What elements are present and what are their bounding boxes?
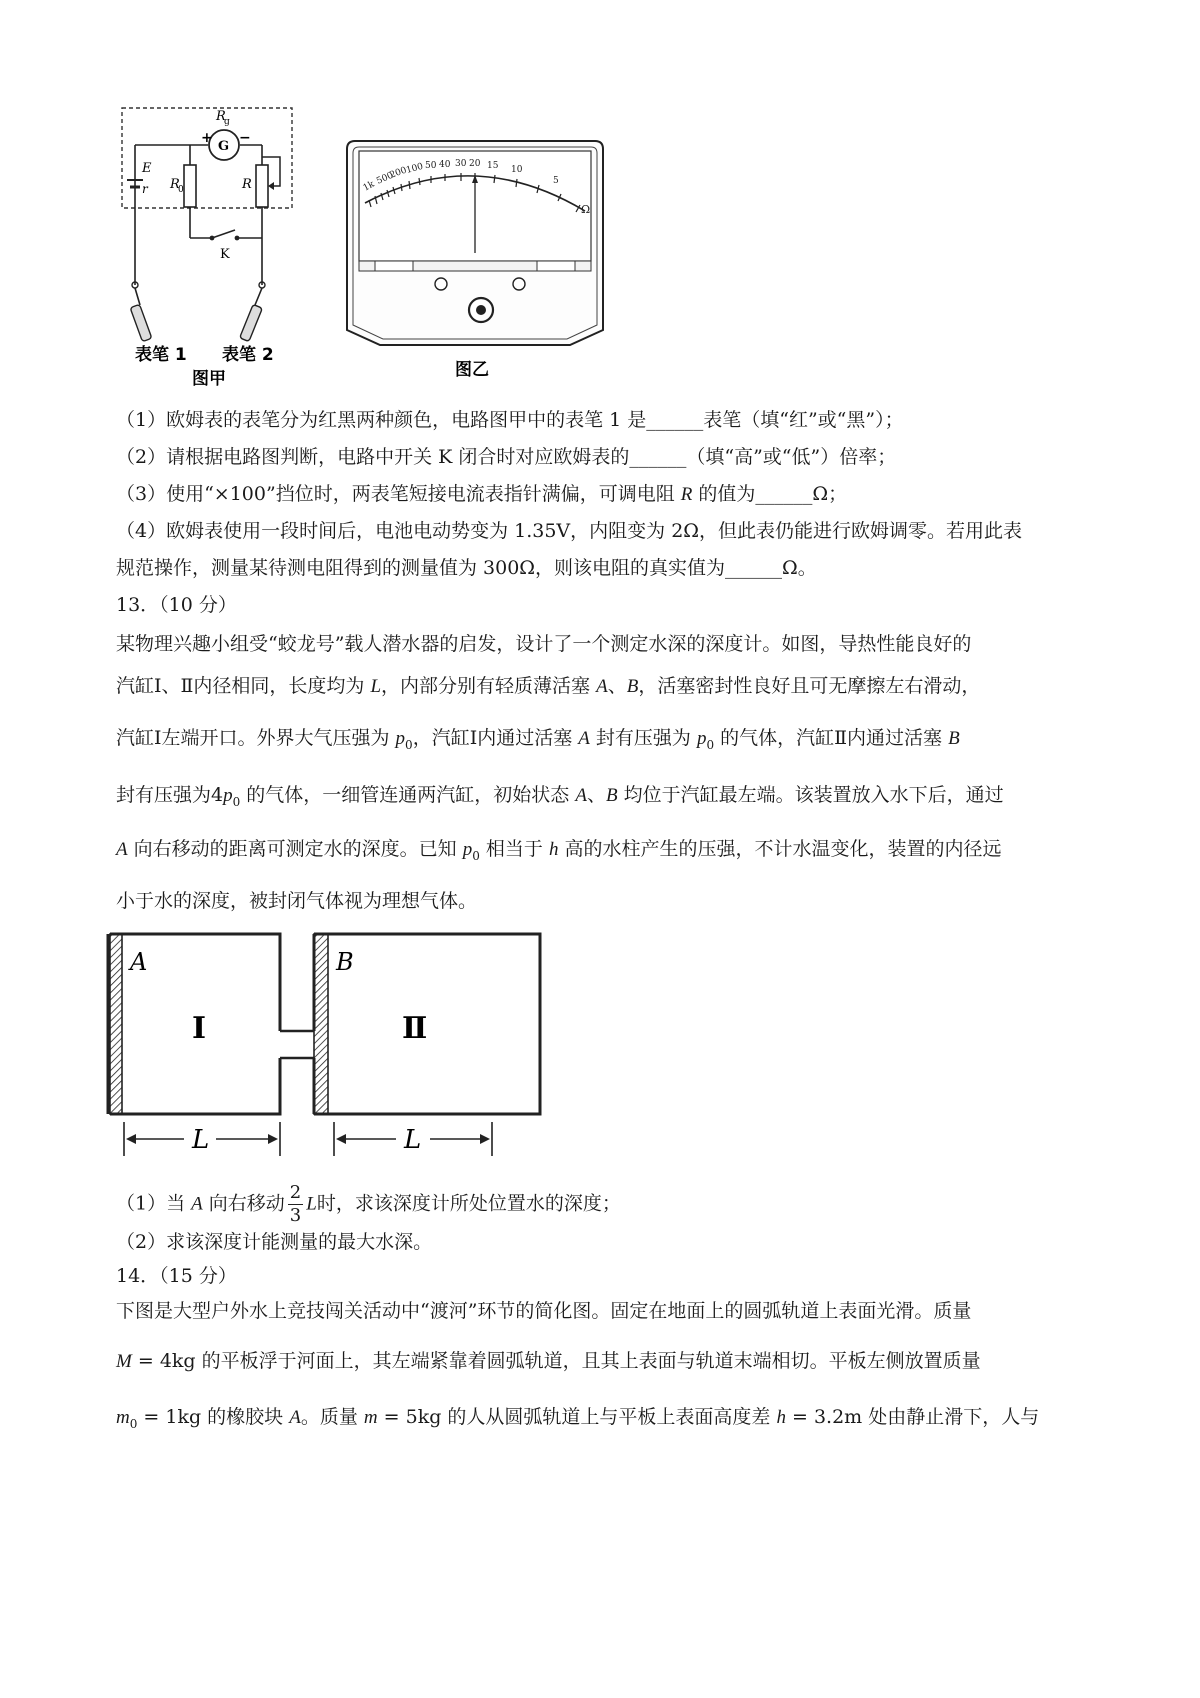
- label-cyl-2: Ⅱ: [402, 1011, 428, 1046]
- q13-part-1: （1）当 A 向右移动 $\frac{2}{3}$ L时，求该深度计所处位置水的深度；: [116, 1182, 621, 1226]
- scale-label: 1k: [361, 179, 377, 194]
- pen-1-label: 表笔 1: [135, 345, 187, 365]
- svg-text:0: 0: [178, 185, 184, 195]
- switch-k: [212, 230, 235, 238]
- q14-line-1: 下图是大型户外水上竞技闯关活动中“渡河”环节的简化图。固定在地面上的圆弧轨道上表面光滑。质量: [116, 1300, 972, 1322]
- scale-label: 20: [469, 159, 481, 169]
- figure-yi-meter: [335, 135, 615, 385]
- svg-text:K: K: [220, 247, 230, 262]
- scale-label: 200: [388, 165, 409, 181]
- q12-part-4-line-1: （4）欧姆表使用一段时间后，电池电动势变为 1.35V，内阻变为 2Ω，但此表仍能进行欧姆调零。若用此表: [116, 520, 1023, 542]
- q12-part-2: （2）请根据电路图判断，电路中开关 K 闭合时对应欧姆表的______（填“高”或“低”）倍率；: [116, 446, 897, 468]
- arrow-right-icon: [480, 1134, 490, 1144]
- svg-text:E: E: [142, 161, 152, 176]
- scale-label: 50: [425, 161, 437, 171]
- figure-yi-caption: 图乙: [455, 360, 489, 380]
- q13-header: 13．（10 分）: [116, 594, 237, 616]
- svg-text:r: r: [142, 182, 148, 196]
- svg-text:G: G: [218, 139, 230, 154]
- test-pen-1-icon: [130, 304, 152, 341]
- q13-line-1: 某物理兴趣小组受“蛟龙号”载人潜水器的启发，设计了一个测定水深的深度计。如图，导热性能良好的: [116, 633, 972, 655]
- label-cyl-1: Ⅰ: [192, 1011, 207, 1046]
- svg-text:R: R: [216, 109, 226, 124]
- figure-jia-circuit: [100, 100, 330, 390]
- q12-part-3: （3）使用“×100”挡位时，两表笔短接电流表指针满偏，可调电阻 R 的值为______Ω；: [116, 483, 848, 505]
- piston-b: [314, 934, 328, 1114]
- label-a: A: [130, 948, 148, 976]
- scale-label: 5: [553, 176, 559, 186]
- q13-line-3: 汽缸Ⅰ左端开口。外界大气压强为 $p_0$，汽缸Ⅰ内通过活塞 A 封有压强为 $p_0$ 的气体，汽缸Ⅱ内通过活塞 B: [116, 727, 960, 752]
- q12-part-4-line-2: 规范操作，测量某待测电阻得到的测量值为 300Ω，则该电阻的真实值为______Ω。: [116, 557, 817, 579]
- q14-header: 14．（15 分）: [116, 1265, 237, 1287]
- fraction-two-thirds: $\frac{2}{3}$: [289, 1182, 302, 1226]
- arrow-left-icon: [336, 1134, 346, 1144]
- test-pen-2-icon: [240, 304, 263, 341]
- scale-label: 100: [405, 161, 425, 176]
- label-b: B: [336, 948, 354, 976]
- svg-text:R: R: [170, 177, 180, 192]
- arrow-right-icon: [268, 1134, 278, 1144]
- pen-2-label: 表笔 2: [222, 345, 274, 365]
- svg-text:R: R: [242, 177, 252, 192]
- scale-label: 30: [455, 159, 467, 169]
- scale-label: 500: [375, 170, 395, 187]
- figure-jia-caption: 图甲: [192, 369, 226, 389]
- rheostat-r: [256, 165, 268, 207]
- q14-line-2: M = 4kg 的平板浮于河面上，其左端紧靠着圆弧轨道，且其上表面与轨道末端相切。平板左侧放置质量: [116, 1350, 981, 1372]
- length-label-1: L: [192, 1125, 210, 1155]
- q12-part-1: （1）欧姆表的表笔分为红黑两种颜色，电路图甲中的表笔 1 是______表笔（填“红”或“黑”）；: [116, 409, 904, 431]
- scale-label: 40: [439, 160, 451, 170]
- q13-part-2: （2）求该深度计能测量的最大水深。: [116, 1231, 433, 1253]
- q14-line-3: $m_0 = 1kg$ 的橡胶块 A。质量 m = 5kg 的人从圆弧轨道上与平板上表面高度差 h = 3.2m 处由静止滑下，人与: [116, 1406, 1040, 1431]
- scale-label: 10: [511, 165, 523, 175]
- svg-text:−: −: [239, 130, 251, 146]
- cylinder-figure: [104, 928, 544, 1163]
- q13-line-6: 小于水的深度，被封闭气体视为理想气体。: [116, 890, 478, 912]
- q13-line-2: 汽缸Ⅰ、Ⅱ内径相同，长度均为 L，内部分别有轻质薄活塞 A、B，活塞密封性良好且可无摩擦左右滑动，: [116, 675, 981, 697]
- scale-label: 15: [487, 161, 499, 171]
- scale-label: Ω: [581, 203, 591, 216]
- svg-text:g: g: [224, 117, 230, 127]
- q13-line-5: A 向右移动的距离可测定水的深度。已知 $p_0$ 相当于 h 高的水柱产生的压强，不计水温变化，装置的内径远: [116, 838, 1002, 863]
- resistor-r0: [184, 165, 196, 207]
- length-label-2: L: [404, 1125, 422, 1155]
- q13-line-4: 封有压强为$4p_0$ 的气体，一细管连通两汽缸，初始状态 A、B 均位于汽缸最左端。该装置放入水下后，通过: [116, 784, 1004, 809]
- svg-text:+: +: [201, 130, 213, 146]
- arrow-left-icon: [126, 1134, 136, 1144]
- piston-a: [110, 934, 122, 1114]
